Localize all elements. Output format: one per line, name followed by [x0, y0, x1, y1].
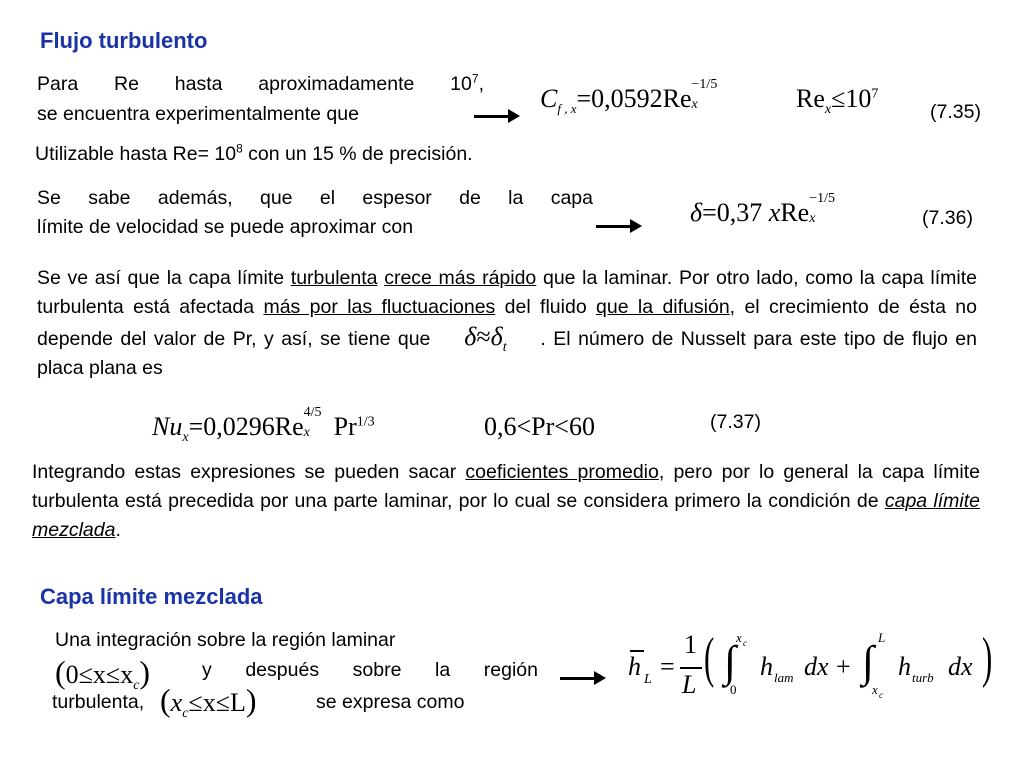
equation-7-37 [152, 405, 375, 446]
int1-upper-sub: c [743, 638, 747, 648]
integral-2-icon: ∫ [862, 637, 875, 686]
arrow-right-icon [560, 677, 602, 680]
int2-lower-sub: c [879, 690, 883, 700]
int2-upper: L [878, 630, 886, 645]
p3-line2: límite de velocidad se puede aproximar con [37, 216, 414, 238]
equation-7-36 [690, 191, 835, 228]
s2-line3-post: se expresa como [316, 691, 465, 713]
eq36-exp: −1/5 [809, 191, 835, 206]
dx-1: dx [804, 652, 829, 681]
p2-text: Utilizable hasta Re= 10 [35, 143, 237, 165]
eq37-pr: Pr [333, 412, 357, 441]
plus-sign: + [836, 652, 851, 681]
approx-lhs: δ [464, 322, 477, 351]
eq36-sub: x [809, 211, 816, 226]
p4-text-1: Se ve así que la capa límite [37, 267, 291, 289]
approx-expression [430, 322, 540, 356]
p5-text-1: Integrando estas expresiones se pueden sacar [32, 461, 466, 483]
p5-underlined-capa-mezclada: capa límite mezclada [32, 490, 980, 541]
int2-lower: x [872, 682, 878, 697]
h-lam: h [760, 652, 773, 681]
s2-line1: Una integración sobre la región laminar [55, 629, 396, 651]
p5-text-2: , pero por lo general la capa límite turbulenta está precedida por una parte laminar, por lo cual se considera primero la condición de [32, 461, 980, 512]
p1-comma: , [478, 73, 484, 95]
eq35-cond-rel: ≤10 [831, 84, 872, 113]
h-subscript: L [644, 672, 652, 687]
eq36-delta: δ [690, 198, 703, 227]
integral-1-icon: ∫ [724, 637, 737, 686]
eq-sign: = [660, 652, 675, 681]
p3-line1: Se sabe además, que el espesor de la capa [37, 187, 593, 209]
equation-h-average [626, 627, 996, 712]
p4-text-3: que la laminar. Por otro lado, como la capa límite turbulenta está afectada [37, 267, 978, 318]
ineq1-text: 0≤x≤x [65, 660, 134, 689]
eq36-x: x [768, 198, 781, 227]
section-title-flujo-turbulento: Flujo turbulento [40, 28, 208, 53]
p1-line2: se encuentra experimentalmente que [37, 103, 359, 125]
h-turb-sub: turb [912, 670, 934, 685]
eq35-sub: x [691, 97, 698, 112]
p5-text-3: . [115, 519, 121, 541]
approx-rel: ≈ [476, 322, 491, 351]
eq35-rhs: =0,0592Re [576, 84, 692, 113]
p4-underlined-crece: crece más rápido [384, 267, 537, 289]
equation-7-35-condition [796, 84, 879, 118]
p1-line1 [37, 70, 484, 99]
eq35-c: C [540, 84, 558, 113]
eq37-rhs: =0,0296Re [188, 412, 304, 441]
p4-underlined-turbulenta: turbulenta [290, 267, 378, 289]
eq37-re-exp: 4/5 [303, 405, 322, 420]
h-turb: h [898, 652, 911, 681]
eq35-cond-re: Re [796, 84, 825, 113]
equation-7-35 [540, 77, 718, 117]
eq35-cond-exp: 7 [871, 86, 879, 102]
p4-text-6: . El número de Nusselt para este tipo de flujo en placa plana es [37, 328, 977, 379]
p4-text-5: , el crecimiento de ésta no depende del valor de Pr, y así, se tiene que [37, 296, 977, 350]
p1-exponent: 7 [471, 71, 479, 86]
p4-underlined-difusion: que la difusión [596, 296, 730, 318]
section-title-capa-limite-mezclada: Capa límite mezclada [40, 584, 263, 609]
p5-underlined-coeficientes: coeficientes promedio [465, 461, 659, 483]
h-symbol: h [628, 652, 641, 681]
fraction-denominator: L [682, 670, 697, 699]
p4-text-4: del fluido [495, 296, 597, 318]
big-paren-close: ) [982, 627, 993, 689]
eq37-nu-sub: x [182, 430, 189, 446]
equation-number-7-35: (7.35) [930, 101, 981, 123]
int1-upper: x [736, 630, 742, 645]
p2-text-end: con un 15 % de precisión. [242, 143, 473, 165]
equation-7-37-condition: 0,6<Pr<60 [484, 412, 595, 441]
inequality-laminar [55, 654, 151, 694]
ineq2-rest: ≤x≤L [188, 688, 246, 717]
p2-exponent: 8 [236, 141, 243, 156]
ineq1-sub: c [133, 678, 140, 694]
ineq2-x: x [170, 688, 183, 717]
p1-line1-text: Para Re hasta aproximadamente 10 [37, 73, 472, 95]
p4-underlined-fluctuaciones: más por las fluctuaciones [263, 296, 496, 318]
arrow-right-icon [474, 115, 516, 118]
equation-number-7-37: (7.37) [710, 411, 761, 433]
dx-2: dx [948, 652, 973, 681]
eq37-re-sub: x [303, 425, 310, 440]
eq37-pr-exp: 1/3 [356, 414, 375, 430]
eq36-rhs: =0,37 [702, 198, 763, 227]
s2-line3-pre: turbulenta, [52, 691, 145, 713]
p5 [32, 458, 980, 545]
paren-close: ) [245, 682, 257, 718]
p2 [35, 140, 473, 169]
eq35-c-sub: f , x [557, 101, 577, 117]
fraction-numerator: 1 [684, 630, 697, 659]
s2-line2: y después sobre la región [202, 659, 538, 681]
eq35-exp: −1/5 [691, 77, 718, 92]
approx-sub: t [502, 340, 507, 356]
arrow-right-icon [596, 225, 638, 228]
h-lam-sub: lam [774, 670, 794, 685]
paren-open: ( [55, 654, 66, 690]
eq36-re: Re [780, 198, 810, 227]
eq37-nu: Nu [152, 412, 183, 441]
fraction-bar [680, 667, 702, 669]
ineq2-sub: c [182, 706, 189, 722]
equation-number-7-36: (7.36) [922, 207, 973, 229]
int1-lower: 0 [730, 682, 737, 697]
big-paren-open: ( [704, 627, 715, 689]
inequality-turbulent [160, 682, 257, 722]
approx-rhs: δ [490, 322, 503, 351]
eq35-cond-sub: x [824, 102, 832, 118]
paren-open: ( [160, 682, 171, 718]
paren-close: ) [139, 654, 151, 690]
p4 [37, 264, 977, 383]
